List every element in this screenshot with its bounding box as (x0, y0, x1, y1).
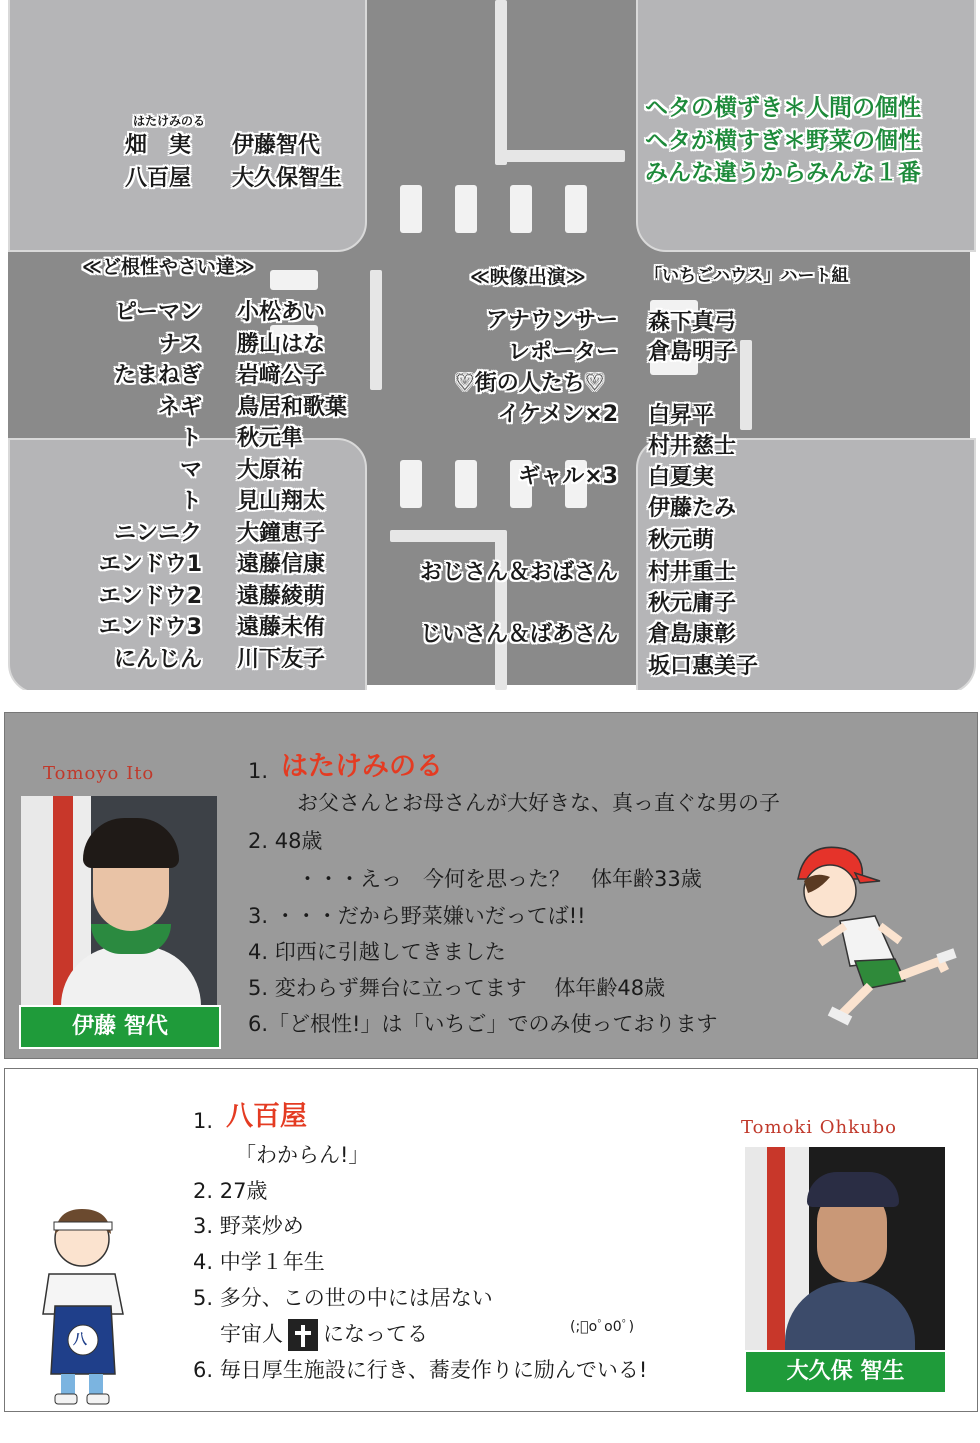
vegetable-actor-name: 鳥居和歌葉 (237, 395, 348, 420)
vegetable-role: ト (179, 489, 202, 514)
crosswalk-stripe (565, 185, 587, 233)
item-number: 1. (193, 1109, 214, 1133)
role-title: 八百屋 (226, 1101, 307, 1132)
vegetable-role: エンドウ1 (98, 552, 202, 577)
video-role: ♡街の人たち♡ (455, 371, 605, 396)
video-actor-name: 倉島康彰 (648, 622, 737, 647)
video-actor-name: 秋元萌 (648, 528, 715, 553)
running-boy-illustration (770, 831, 975, 1026)
slogan-line: ヘタの横ずき＊人間の個性 (645, 95, 921, 121)
slogan-line: ヘタが横すぎ＊野菜の個性 (645, 128, 921, 154)
crosswalk-stripe (400, 185, 422, 233)
portrait-photo (745, 1147, 945, 1352)
vegetable-role: にんじん (113, 647, 202, 672)
vegetable-actor-name: 秋元隼 (237, 426, 304, 451)
section-subheading-heart-group: 「いちごハウス」ハート組 (645, 266, 849, 286)
vegetable-role: エンドウ3 (98, 615, 202, 640)
name-plate: 伊藤 智代 (19, 1005, 221, 1049)
vegetable-actor-name: 遠藤未侑 (237, 615, 326, 640)
item-text: 3. ・・・だから野菜嫌いだってば!! (248, 904, 586, 928)
profile-card-tomoyo-ito (4, 712, 978, 1059)
profile-card-tomoki-ohkubo (4, 1068, 978, 1412)
item-text: 5. 多分、この世の中には居ない (193, 1286, 493, 1310)
vegetable-role: エンドウ2 (98, 584, 202, 609)
item-text: ・・・えっ 今何を思った？ 体年齢33歳 (297, 867, 702, 891)
crosswalk-stripe (270, 270, 318, 290)
item-text: になってる (323, 1322, 428, 1346)
video-actor-name: 村井重士 (648, 560, 737, 585)
vegetable-role: ニンニク (113, 521, 202, 546)
vegetable-actor-name: 川下友子 (237, 647, 326, 672)
slogan-line: みんな違うからみんな１番 (645, 160, 921, 186)
portrait-photo (21, 796, 217, 1006)
staff-role: 八百屋 (125, 166, 192, 191)
item-number: 1. (248, 759, 269, 783)
vegetable-role: ネギ (157, 395, 202, 420)
street-map-cast-board (0, 0, 980, 690)
section-heading-vegetables: ≪ど根性やさい達≫ (82, 256, 255, 278)
video-role: おじさん＆おばさん (419, 560, 618, 585)
vegetable-actor-name: 大鐘恵子 (237, 521, 326, 546)
lane-mark (495, 530, 507, 690)
video-actor-name: 倉島明子 (648, 340, 737, 365)
video-role: レポーター (507, 340, 618, 365)
vegetable-role: ナス (158, 332, 202, 357)
video-role: アナウンサー (485, 308, 618, 333)
video-role: イケメン×2 (497, 402, 618, 427)
video-actor-name: 森下真弓 (648, 310, 737, 335)
video-actor-name: 村井慈士 (648, 434, 737, 459)
romaji-name: Tomoyo Ito (43, 763, 155, 784)
lane-mark (495, 150, 625, 162)
item-text: 2. 48歳 (248, 829, 323, 853)
staff-name: 大久保智生 (232, 166, 343, 191)
item-text: 4. 中学１年生 (193, 1250, 325, 1274)
video-actor-name: 白昇平 (648, 403, 715, 428)
name-plate: 大久保 智生 (744, 1350, 947, 1394)
vegetable-actor-name: 大原祐 (237, 458, 304, 483)
apron-mark: 八 (73, 1332, 87, 1348)
vegetable-actor-name: 勝山はな (237, 332, 326, 357)
crosswalk-stripe (455, 185, 477, 233)
ruby-text: はたけみのる (133, 114, 206, 128)
item-text: 3. 野菜炒め (193, 1214, 304, 1238)
alien-icon (288, 1319, 318, 1351)
item-text: 6. 毎日厚生施設に行き、蕎麦作りに励んでいる! (193, 1358, 648, 1382)
video-actor-name: 伊藤たみ (648, 496, 737, 521)
vegetable-role: ト (179, 426, 202, 451)
item-text: 2. 27歳 (193, 1179, 268, 1203)
item-text: 6.「ど根性!」は「いちご」でのみ使っております (248, 1012, 718, 1036)
role-title: はたけみのる (281, 751, 443, 782)
romaji-name: Tomoki Ohkubo (741, 1117, 897, 1138)
shopkeeper-illustration (27, 1194, 142, 1409)
vegetable-actor-name: 遠藤綾萌 (237, 584, 326, 609)
video-actor-name: 秋元庸子 (648, 591, 737, 616)
vegetable-actor-name: 見山翔太 (237, 489, 326, 514)
section-heading-video: ≪映像出演≫ (470, 266, 586, 288)
vegetable-actor-name: 岩﨑公子 (237, 363, 326, 388)
vegetable-actor-name: 遠藤信康 (237, 552, 326, 577)
item-text: 「わからん!」 (235, 1143, 370, 1167)
item-text: 宇宙人 (220, 1322, 283, 1346)
video-actor-name: 白夏実 (648, 465, 715, 490)
kaomoji: (;ﾟoﾟo0ﾟ) (570, 1319, 635, 1335)
vegetable-actor-name: 小松あい (237, 300, 326, 325)
vegetable-role: たまねぎ (113, 363, 202, 388)
crosswalk-stripe (510, 185, 532, 233)
city-block-top-right (636, 0, 976, 252)
lane-mark (495, 0, 507, 165)
item-text: 5. 変わらず舞台に立ってます 体年齢48歳 (248, 976, 666, 1000)
video-role: ギャル×3 (518, 464, 618, 489)
vegetable-role: マ (179, 458, 202, 483)
item-text: 4. 印西に引越してきました (248, 940, 506, 964)
staff-name: 伊藤智代 (232, 133, 321, 158)
video-role: じいさん＆ばあさん (419, 622, 618, 647)
video-actor-name: 坂口惠美子 (648, 654, 759, 679)
lane-mark (390, 530, 500, 542)
lane-mark (740, 340, 752, 430)
staff-role: 畑 実 (125, 133, 192, 158)
item-text: お父さんとお母さんが大好きな、真っ直ぐな男の子 (297, 791, 780, 815)
vegetable-role: ピーマン (114, 300, 202, 325)
